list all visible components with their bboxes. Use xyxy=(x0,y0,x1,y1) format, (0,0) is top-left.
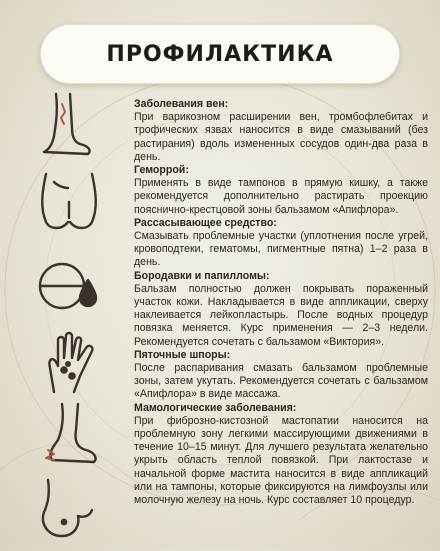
hand-warts-icon xyxy=(34,328,104,398)
section-hemorrhoids xyxy=(134,164,428,217)
foot-heel-spur-icon xyxy=(34,400,104,470)
section-text: Бальзам полностью должен покрывать пораженный участок кожи. Накладывается в виде аппликации, сверху наклеивается лейкопластырь. После водных процедур повязка меняется. Курс применения — 2–3 недели. Рекомендуется сочетать с бальзамом «Виктория». xyxy=(134,282,428,348)
section-heading: Пяточные шпоры: xyxy=(134,348,231,361)
content-column xyxy=(134,98,428,507)
section-text: После распаривания смазать бальзамом проблемные зоны, затем укутать. Рекомендуется сочетать с бальзамом «Апифлора» в виде массажа. xyxy=(134,362,428,401)
section-heel-spurs xyxy=(134,349,428,402)
section-heading: Рассасывающее средство: xyxy=(134,216,277,229)
section-heading: Мамологические заболевания: xyxy=(134,401,297,414)
leg-veins-icon xyxy=(34,90,104,160)
section-heading: Бородавки и папилломы: xyxy=(134,269,270,282)
section-text: При фиброзно-кистозной мастопатии наносится на проблемную зону легкими массирующими движениями в течение 10–15 минут. Для лучшего результата желательно укрыть область теплой повязкой. При лактостазе и начальной форме мастита наносится в виде аппликаций или на тампоны, которые фиксируются на лимфоузлы или молочную железу на ночь. Курс составляет 10 процедур. xyxy=(134,414,428,507)
section-heading: Геморрой: xyxy=(134,164,189,177)
page-title: ПРОФИЛАКТИКА xyxy=(106,41,334,67)
breast-icon xyxy=(34,476,104,546)
section-mammology xyxy=(134,402,428,508)
icon-column xyxy=(20,88,120,548)
section-heading: Заболевания вен: xyxy=(134,98,229,110)
section-warts xyxy=(134,270,428,349)
section-text: При варикозном расширении вен, тромбофлебитах и трофических язвах наносится в виде смазываний (без растирания) вдоль измененных сосудов один-два раза в день. xyxy=(134,111,428,163)
section-text: Применять в виде тампонов в прямую кишку, а также рекомендуется дополнительно растирать проекцию пояснично-крестцовой зоны бальзамом «Апифлора». xyxy=(134,177,428,216)
section-text: Смазывать проблемные участки (уплотнения после угрей, кровоподтеки, гематомы, пигментные пятна) 1–2 раза в день. xyxy=(134,230,428,269)
buttocks-icon xyxy=(34,168,104,238)
face-drops-icon xyxy=(34,250,104,320)
section-veins xyxy=(134,98,428,164)
section-resorbing xyxy=(134,217,428,270)
title-banner xyxy=(40,24,400,84)
